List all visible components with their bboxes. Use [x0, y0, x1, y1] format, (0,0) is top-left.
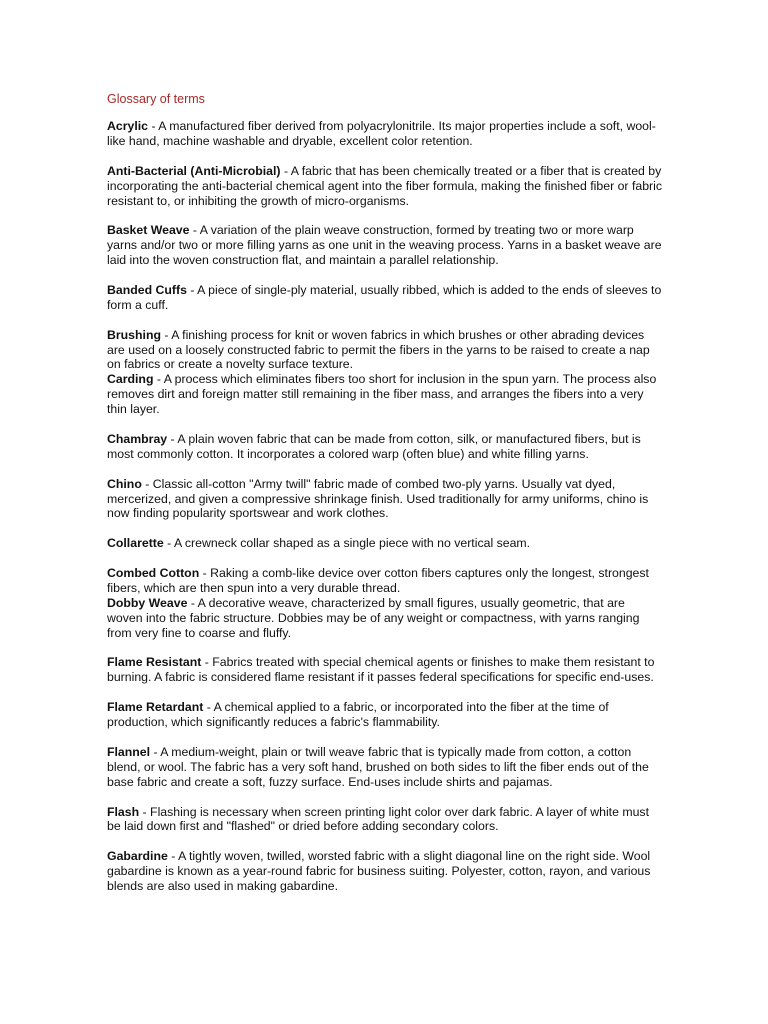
glossary-entry-chambray — [107, 432, 663, 462]
glossary-term: Combed Cotton — [107, 566, 200, 581]
glossary-definition: - Flashing is necessary when screen printing light color over dark fabric. A layer of white must be laid down first and "flashed" or dried before adding secondary colors. — [107, 804, 649, 834]
glossary-term: Brushing — [107, 327, 161, 342]
glossary-term: Banded Cuffs — [107, 282, 187, 297]
glossary-definition: - Classic all-cotton "Army twill" fabric made of combed two-ply yarns. Usually vat dyed, mercerized, and given a compressive shrinkage finish. Used traditionally for army uniforms, chino is now finding popularity sportswear and work clothes. — [107, 476, 649, 521]
glossary-term: Flame Resistant — [107, 655, 202, 670]
glossary-definition: - A variation of the plain weave construction, formed by treating two or more warp yarns and/or two or more filling yarns as one unit in the weaving process. Yarns in a basket weave are laid into the woven construction flat, and maintain a parallel relationship. — [107, 223, 662, 268]
glossary-definition: - A plain woven fabric that can be made from cotton, silk, or manufactured fibers, but is most commonly cotton. It incorporates a colored warp (often blue) and white filling yarns. — [107, 431, 641, 461]
glossary-term: Flash — [107, 804, 140, 819]
glossary-content — [107, 91, 663, 909]
glossary-definition: - A medium-weight, plain or twill weave fabric that is typically made from cotton, a cotton blend, or wool. The fabric has a very soft hand, brushed on both sides to lift the fiber ends out of the base fabric and create a soft, fuzzy surface. End-uses include shirts and pajamas. — [107, 744, 649, 789]
glossary-entry-brushing — [107, 328, 663, 373]
glossary-term: Basket Weave — [107, 223, 190, 238]
glossary-entry-combed-cotton — [107, 566, 663, 596]
glossary-definition: - A finishing process for knit or woven fabrics in which brushes or other abrading devices are used on a loosely constructed fabric to permit the fibers in the yarns to be raised to create a nap on fabrics or create a novelty surface texture. — [107, 327, 650, 372]
glossary-entry-banded-cuffs — [107, 283, 663, 313]
glossary-definition: - A fabric that has been chemically treated or a fiber that is created by incorporating the anti-bacterial chemical agent into the fiber formula, making the finished fiber or fabric resistant to, or inhibiting the growth of micro-organisms. — [107, 163, 663, 208]
glossary-term: Flannel — [107, 744, 151, 759]
glossary-title: Glossary of terms — [107, 92, 205, 106]
glossary-entry-flannel — [107, 745, 663, 790]
glossary-definition: - A crewneck collar shaped as a single piece with no vertical seam. — [163, 536, 531, 551]
glossary-entry-basket-weave — [107, 223, 663, 268]
glossary-definition: - A process which eliminates fibers too short for inclusion in the spun yarn. The process also removes dirt and foreign matter still remaining in the fiber mass, and arranges the fibers into a very thin layer. — [107, 372, 657, 417]
glossary-definition: - A piece of single-ply material, usually ribbed, which is added to the ends of sleeves to form a cuff. — [107, 282, 662, 312]
glossary-definition: - A tightly woven, twilled, worsted fabric with a slight diagonal line on the right side. Wool gabardine is known as a year-round fabric for business suiting. Polyester, cotton, rayon, and various blends are also used in making gabardine. — [107, 849, 651, 894]
glossary-term: Chambray — [107, 431, 168, 446]
glossary-entry-gabardine — [107, 849, 663, 894]
glossary-definition: - A manufactured fiber derived from polyacrylonitrile. Its major properties include a soft, wool-like hand, machine washable and dryable, excellent color retention. — [107, 119, 656, 148]
glossary-term: Acrylic — [107, 119, 149, 133]
glossary-entry-flame-retardant — [107, 700, 663, 730]
glossary-entry-carding — [107, 372, 663, 417]
glossary-definition: - A chemical applied to a fabric, or incorporated into the fiber at the time of production, which significantly reduces a fabric's flammability. — [107, 700, 609, 730]
glossary-entry-flash — [107, 805, 663, 835]
glossary-term: Gabardine — [107, 849, 168, 864]
glossary-entry-anti-bacterial — [107, 164, 663, 209]
glossary-definition: - Raking a comb-like device over cotton fibers captures only the longest, strongest fibers, which are then spun into a very durable thread. — [107, 566, 649, 595]
glossary-term: Chino — [107, 476, 142, 491]
glossary-term: Carding — [107, 372, 154, 387]
glossary-term: Dobby Weave — [107, 595, 188, 610]
glossary-entry-collarette — [107, 536, 663, 551]
glossary-term: Flame Retardant — [107, 700, 204, 715]
glossary-entry-chino — [107, 477, 663, 522]
glossary-entry-dobby-weave — [107, 596, 663, 641]
glossary-term: Collarette — [107, 536, 164, 551]
glossary-term: Anti-Bacterial (Anti-Microbial) — [107, 163, 281, 178]
glossary-definition: - A decorative weave, characterized by small figures, usually geometric, that are woven into the fabric structure. Dobbies may be of any weight or compactness, with yarns ranging from very fine to coarse and fluffy. — [107, 595, 640, 640]
glossary-entry-flame-resistant — [107, 655, 663, 685]
glossary-entry-acrylic — [107, 119, 663, 149]
glossary-definition: - Fabrics treated with special chemical agents or finishes to make them resistant to burning. A fabric is considered flame resistant if it passes federal specifications for specific end-uses. — [107, 655, 655, 685]
